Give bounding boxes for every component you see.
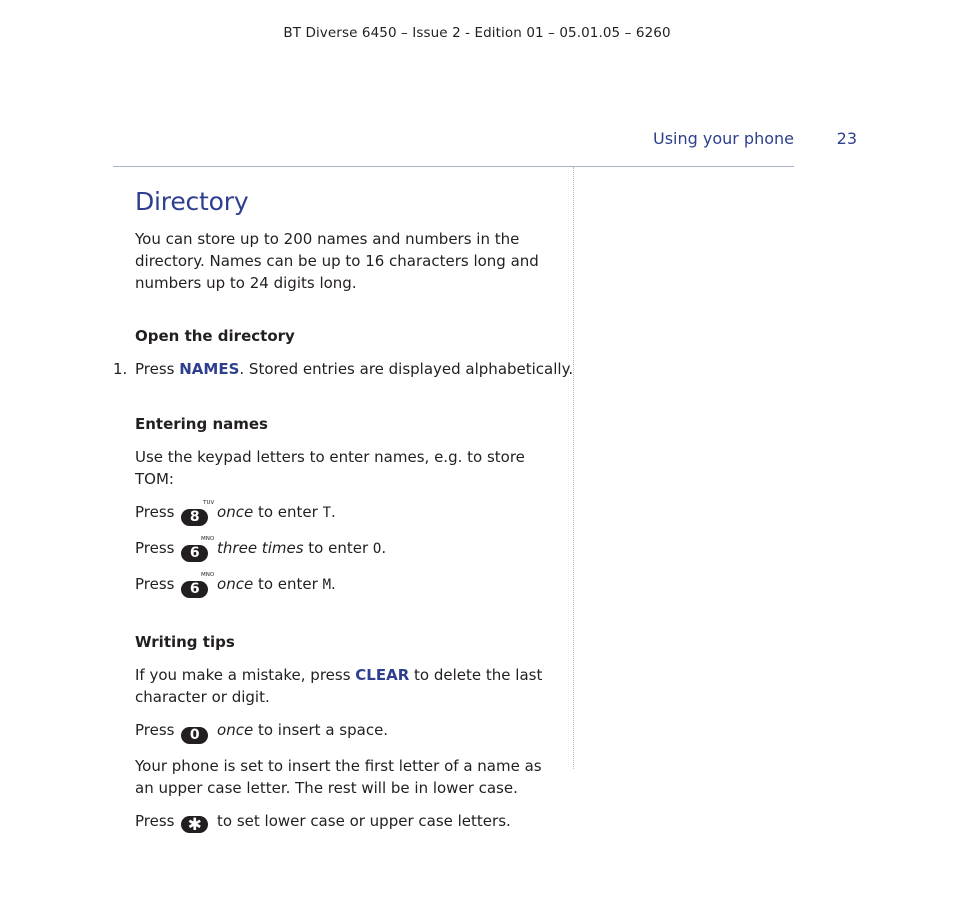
space-tip: Press 0 once to insert a space. bbox=[135, 721, 389, 743]
step-suffix: . Stored entries are displayed alphabetically. bbox=[239, 360, 574, 378]
display-char: M bbox=[322, 577, 332, 593]
case-tip: Press ✱ to set lower case or upper case letters. bbox=[135, 812, 511, 835]
key-6-icon: 6 MNO bbox=[181, 545, 208, 562]
page-title: Directory bbox=[135, 187, 249, 216]
page-number: 23 bbox=[836, 129, 857, 148]
key-letters: TUV bbox=[203, 500, 215, 506]
step-prefix: Press bbox=[135, 360, 180, 378]
press-text: Press bbox=[135, 539, 180, 557]
key-6-icon: 6 MNO bbox=[181, 581, 208, 598]
enter-text: to enter bbox=[253, 575, 323, 593]
open-directory-step bbox=[113, 358, 574, 380]
entering-names-heading: Entering names bbox=[135, 415, 268, 433]
open-directory-heading: Open the directory bbox=[135, 327, 295, 345]
case-info: Your phone is set to insert the first letter of a name as an upper case letter. The rest will be in lower case. bbox=[135, 757, 542, 797]
enter-text: to enter bbox=[253, 503, 323, 521]
star-key-icon: ✱ bbox=[181, 816, 208, 833]
writing-tips-heading: Writing tips bbox=[135, 633, 235, 651]
key-letters: MNO bbox=[201, 572, 215, 578]
column-divider bbox=[573, 167, 574, 769]
clear-key-label: CLEAR bbox=[355, 666, 410, 684]
key-step: Press 6 MNO three times to enter O. bbox=[135, 536, 387, 561]
press-count: once bbox=[217, 503, 254, 521]
document-id-header: BT Diverse 6450 – Issue 2 - Edition 01 – 05.01.05 – 6260 bbox=[283, 25, 671, 41]
entering-names-intro: Use the keypad letters to enter names, e.g. to store TOM: bbox=[135, 448, 525, 488]
names-key-label: NAMES bbox=[179, 360, 240, 378]
press-count: three times bbox=[217, 539, 304, 557]
key-8-icon: 8 TUV bbox=[181, 509, 208, 526]
enter-text: to enter bbox=[303, 539, 373, 557]
press-count: once bbox=[217, 721, 254, 739]
press-text: Press bbox=[135, 503, 180, 521]
key-step: Press 8 TUV once to enter T. bbox=[135, 500, 336, 525]
display-char: T bbox=[322, 505, 332, 521]
key-0-icon: 0 bbox=[181, 727, 208, 744]
header-rule bbox=[113, 166, 794, 167]
press-count: once bbox=[217, 575, 254, 593]
step-number: 1. bbox=[113, 360, 128, 378]
intro-paragraph: You can store up to 200 names and numbers in the directory. Names can be up to 16 characters long and numbers up to 24 digits long. bbox=[135, 230, 539, 292]
mistake-tip: If you make a mistake, press CLEAR to delete the last character or digit. bbox=[135, 666, 543, 706]
section-label: Using your phone bbox=[652, 129, 794, 148]
key-letters: MNO bbox=[201, 536, 215, 542]
main-content bbox=[113, 184, 574, 835]
display-char: O bbox=[372, 541, 382, 557]
press-text: Press bbox=[135, 575, 180, 593]
key-step: Press 6 MNO once to enter M. bbox=[135, 572, 336, 597]
